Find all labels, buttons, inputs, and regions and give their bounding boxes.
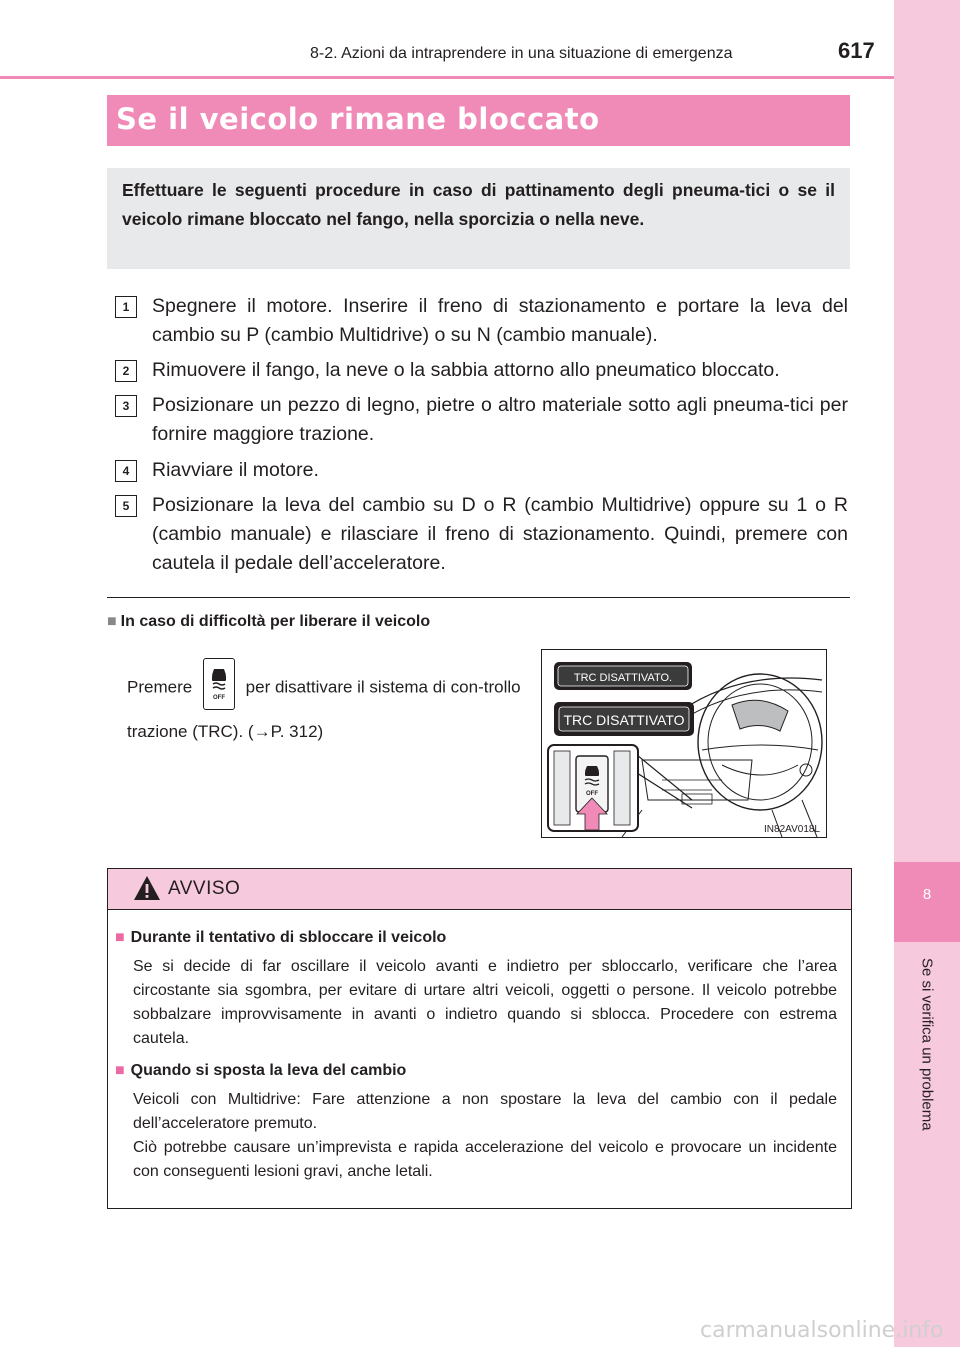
warning-section-heading: ■ Durante il tentativo di sbloccare il veicolo bbox=[115, 929, 447, 946]
square-bullet-icon: ■ bbox=[115, 929, 125, 946]
step-text: Riavviare il motore. bbox=[152, 459, 319, 481]
section-header: 8-2. Azioni da intraprendere in una situazione di emergenza bbox=[310, 45, 733, 62]
trc-message-large: TRC DISATTIVATO bbox=[563, 712, 685, 728]
trc-message-small: TRC DISATTIVATO. bbox=[573, 672, 673, 684]
title-bar bbox=[107, 95, 850, 146]
warning-box bbox=[107, 868, 852, 1209]
square-bullet-icon: ■ bbox=[107, 613, 117, 630]
trc-text-before: Premere bbox=[127, 677, 193, 697]
difficulty-heading-text: In caso di difficoltà per liberare il veicolo bbox=[120, 613, 431, 630]
chapter-label: Se si verifica un problema bbox=[918, 958, 936, 1131]
square-bullet-icon: ■ bbox=[115, 1062, 125, 1079]
step-text: Posizionare un pezzo di legno, pietre o altro materiale sotto agli pneuma-tici per fornire maggiore trazione. bbox=[152, 394, 848, 445]
intro-box bbox=[107, 168, 850, 269]
step-number: 3 bbox=[115, 395, 137, 417]
dashboard-drawing bbox=[542, 650, 826, 837]
warning-label: AVVISO bbox=[168, 878, 241, 899]
difficulty-heading bbox=[107, 613, 430, 631]
step-text: Spegnere il motore. Inserire il freno di stazionamento e portare la leva del cambio su P (cambio Multidrive) o su N (cambio manuale). bbox=[152, 295, 848, 346]
chapter-number: 8 bbox=[922, 886, 932, 903]
trc-off-button-icon bbox=[203, 658, 235, 710]
dashboard-illustration bbox=[541, 649, 827, 838]
watermark: carmanualsonline.info bbox=[700, 1318, 944, 1343]
warning-triangle-icon bbox=[132, 874, 162, 902]
warning-section-unstuck bbox=[115, 927, 837, 1051]
trc-text-after: per disattivare il sistema di con-trollo trazione (TRC). (→P. 312) bbox=[127, 677, 521, 741]
step-number: 4 bbox=[115, 460, 137, 482]
warning-section-shift bbox=[115, 1060, 837, 1184]
step-number: 5 bbox=[115, 495, 137, 517]
trc-instruction bbox=[127, 662, 527, 750]
figure-code: IN82AV018L bbox=[764, 824, 820, 835]
intro-text: Effettuare le seguenti procedure in caso di pattinamento degli pneuma-tici o se il veicolo rimane bloccato nel fango, nella sporcizia o nella neve. bbox=[122, 180, 835, 229]
warning-header bbox=[108, 869, 851, 910]
chapter-side-tab bbox=[894, 0, 960, 1347]
header-rule bbox=[0, 76, 894, 79]
warning-section-body-2: Ciò potrebbe causare un’imprevista e rapida accelerazione del veicolo e provocare un incidente con conseguenti lesioni gravi, anche letali. bbox=[133, 1139, 837, 1180]
step-text: Rimuovere il fango, la neve o la sabbia attorno allo pneumatico bloccato. bbox=[152, 359, 780, 381]
section-divider bbox=[107, 597, 850, 598]
page-number: 617 bbox=[838, 38, 875, 63]
warning-section-body: Veicoli con Multidrive: Fare attenzione a non spostare la leva del cambio con il pedale dell’acceleratore premuto. bbox=[133, 1091, 837, 1132]
warning-section-heading: ■ Quando si sposta la leva del cambio bbox=[115, 1062, 407, 1079]
trc-off-label: OFF bbox=[212, 695, 225, 701]
chapter-number-box bbox=[894, 862, 960, 942]
warning-section-body: Se si decide di far oscillare il veicolo avanti e indietro per sbloccarlo, verificare che l’area circostante sia sgombra, per evitare di urtare altri veicoli, oggetti o persone. Il veicolo potrebbe sobbalzare improvvisamente in avanti o indietro quando si sblocca. Procedere con estrema cautela. bbox=[133, 958, 837, 1047]
step-text: Posizionare la leva del cambio su D o R (cambio Multidrive) oppure su 1 o R (cambio manuale) e rilasciare il freno di stazionamento. Quindi, premere con cautela il pedale dell’acceleratore. bbox=[152, 494, 848, 574]
step-number: 1 bbox=[115, 296, 137, 318]
figure-button-label: OFF bbox=[586, 791, 598, 797]
step-number: 2 bbox=[115, 360, 137, 382]
page-title: Se il veicolo rimane bloccato bbox=[116, 102, 600, 136]
